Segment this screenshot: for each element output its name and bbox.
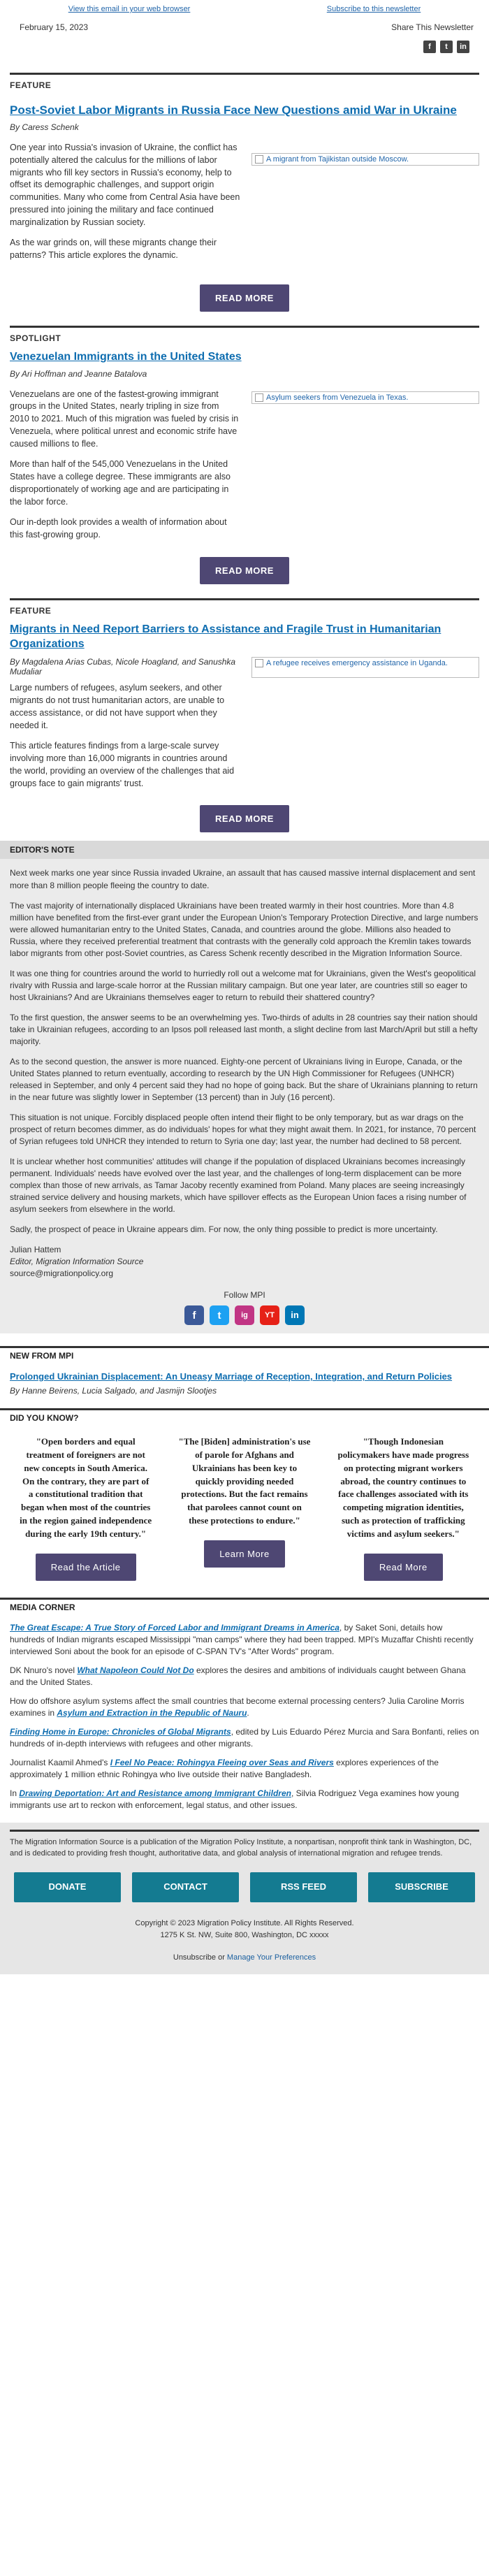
linkedin-share-icon[interactable]: in (457, 41, 469, 53)
editor-paragraph: To the first question, the answer seems to be an overwhelming yes. Two-thirds of adults in 28 countries say their nation should take in Ukrainian refugees, according to an Ipsos poll released last month, a slight decline from last March/April but still a hefty majority. (10, 1012, 478, 1046)
read-more-button[interactable]: Read More (364, 1554, 443, 1581)
media-item-text: How do offshore asylum systems affect the small countries that become external processing centers? Julia Caroline Morris examines in (10, 1695, 465, 1718)
article-paragraph: This article features findings from a large-scale survey involving more than 16,000 migrants in countries around the world, providing an overview of the challenges that aid groups face to gain migrants' trust. (10, 741, 235, 788)
editor-title: Editor, Migration Information Source (10, 1257, 144, 1267)
article-paragraph: One year into Russia's invasion of Ukraine, the conflict has potentially altered the calculus for the millions of labor migrants who fill key sectors in Russia's economy, help to offset its demographic challenges, and support origin communities. Many who come from Central Asia have been pressured into joining the military and face continued marginalization by Russian society. (10, 143, 240, 227)
image-alt-text: A migrant from Tajikistan outside Moscow. (266, 155, 409, 164)
media-item-text: , by Saket Soni, details how hundreds of Indian migrants escaped Mississippi "man camps" where they had been trapped. MPI's Muzaffar Chishti recently interviewed Soni about the book for an episode of C-SPAN TV's "After Words" program. (10, 1622, 474, 1656)
editors-note-body (0, 859, 489, 1333)
editor-paragraph: As to the second question, the answer is more nuanced. Eighty-one percent of Ukrainians living in Europe, Canada, or the United States planned to return eventually, according to research by the UN High Commissioner for Refugees (UNHCR) released in September, and only 4 percent said they had no hope of going back. But the share of Ukrainians planning to return in the near future was slightly lower in September (13 percent) than in July (16 percent). (10, 1056, 478, 1102)
footer (0, 1823, 489, 1974)
instagram-icon[interactable]: ig (235, 1305, 254, 1325)
book-title-link[interactable]: Drawing Deportation: Art and Resistance among Immigrant Children (19, 1788, 291, 1799)
copyright-text: Copyright © 2023 Migration Policy Institute. All Rights Reserved. (135, 1918, 354, 1927)
did-you-know-header: DID YOU KNOW? (0, 1408, 489, 1423)
byline: By Hanne Beirens, Lucia Salgado, and Jasmijn Slootjes (10, 1385, 217, 1396)
quote-text: "The [Biden] administration's use of parole for Afghans and Ukrainians has been key to quickly providing needed protections. But the fact remains that parolees cannot count on these protections to endure." (178, 1435, 311, 1526)
new-from-mpi (0, 1361, 489, 1396)
unsubscribe-row (10, 1952, 479, 1964)
article-paragraph: Our in-depth look provides a wealth of information about this fast-growing group. (10, 517, 227, 540)
image-alt-text: A refugee receives emergency assistance in Uganda. (266, 659, 448, 668)
quote-card (328, 1435, 479, 1581)
article-title-link[interactable]: Post-Soviet Labor Migrants in Russia Face New Questions amid War in Ukraine (10, 103, 457, 117)
manage-preferences-link[interactable]: Manage Your Preferences (226, 1953, 316, 1962)
media-item-text: , Silvia Rodriguez Vega examines how young immigrants use art to reckon with enforcement, legal status, and other issues. (10, 1788, 460, 1811)
top-links-bar (0, 0, 489, 18)
book-title-link[interactable]: I Feel No Peace: Rohingya Fleeing over Seas and Rivers (110, 1758, 334, 1767)
subscribe-link[interactable]: Subscribe to this newsletter (326, 5, 421, 13)
issue-date: February 15, 2023 (20, 22, 89, 32)
article-title-link[interactable]: Migrants in Need Report Barriers to Assistance and Fragile Trust in Humanitarian Organizations (10, 623, 441, 650)
editor-paragraph: It was one thing for countries around the world to hurriedly roll out a welcome mat for Ukrainians, given the West's geopolitical rivalry with Russia and large-scale horror at the Russian military campaign. But one year later, are countries still so eager to host Ukrainians? And are Ukrainians themselves eager to return to rebuild their shattered country? (10, 968, 476, 1002)
byline: By Caress Schenk (10, 122, 79, 133)
media-item-text: In (10, 1788, 20, 1799)
book-title-link[interactable]: What Napoleon Could Not Do (77, 1665, 194, 1675)
media-item-text: . (247, 1707, 249, 1718)
article-image[interactable] (251, 657, 479, 678)
editor-paragraph: Sadly, the prospect of peace in Ukraine appears dim. For now, the only thing possible to predict is more uncertainty. (10, 1224, 438, 1235)
feature-article-2 (0, 623, 489, 833)
article-image[interactable] (251, 153, 479, 166)
editors-note-header: EDITOR'S NOTE (0, 841, 489, 859)
media-corner-header: MEDIA CORNER (0, 1598, 489, 1612)
quote-card (168, 1435, 320, 1581)
editor-signature: Julian Hattem (10, 1245, 61, 1255)
quote-text: "Though Indonesian policymakers have made progress on protecting migrant workers abroad, the country continues to face challenges associated with its competing migration identities, such as protection of trafficking victims and asylum seekers." (337, 1435, 469, 1539)
read-more-button[interactable]: READ MORE (200, 284, 289, 312)
section-tag-feature: FEATURE (10, 605, 52, 616)
share-icons (423, 41, 469, 53)
byline: By Ari Hoffman and Jeanne Batalova (10, 368, 147, 379)
article-paragraph: As the war grinds on, will these migrants change their patterns? This article explores the dynamic. (10, 238, 217, 261)
unsubscribe-link[interactable]: Unsubscribe (173, 1953, 217, 1962)
quotes-row (0, 1435, 489, 1581)
editor-paragraph: The vast majority of internationally displaced Ukrainians have been treated warmly in their host countries. More than 4.8 million have benefited from the first-ever grant under the European Union's Temporary Protection Directive, and large numbers were allowed humanitarian entry to the United States, Canada, and countries around the globe. Millions also headed to Russia, where they received preferential treatment that contrasts with the generally cold approach the Kremlin takes towards labor migrants from other post-Soviet countries, as Caress Schenk recently described in the Migration Information Source. (10, 900, 479, 958)
divider (10, 598, 479, 600)
twitter-icon[interactable]: t (210, 1305, 229, 1325)
footer-about: The Migration Information Source is a publication of the Migration Policy Institute, a nonpartisan, nonprofit think tank in Washington, DC, and is dedicated to providing fresh thought, authoritative data, and global analysis of international migration and refugee trends. (10, 1830, 479, 1860)
article-paragraph: Venezuelans are one of the fastest-growing immigrant groups in the United States, nearly tripling in size from 2010 to 2021. Much of this migration was fueled by crisis in Venezuela, where political unrest and economic strife have caused millions to flee. (10, 389, 239, 449)
read-article-button[interactable]: Read the Article (36, 1554, 136, 1581)
article-paragraph: Large numbers of refugees, asylum seekers, and other migrants do not trust humanitarian actors, are unable to access assistance, or did not have support when they needed it. (10, 683, 225, 730)
or-text: or (216, 1953, 227, 1962)
media-item-text: , edited by Luis Eduardo Pérez Murcia and Sara Bonfanti, relies on hundreds of in-depth interviews with refugees and other migrants. (10, 1726, 479, 1749)
subscribe-button[interactable]: SUBSCRIBE (368, 1872, 475, 1902)
follow-mpi (10, 1289, 479, 1325)
read-more-button[interactable]: READ MORE (200, 557, 289, 584)
spotlight-article (0, 350, 489, 584)
publication-title-link[interactable]: Prolonged Ukrainian Displacement: An Uneasy Marriage of Reception, Integration, and Return Policies (10, 1371, 453, 1382)
image-alt-text: Asylum seekers from Venezuela in Texas. (266, 393, 409, 402)
broken-image-icon (255, 393, 263, 402)
media-item-text: explores experiences of the approximately 1 million ethnic Rohingya who live outside their native Bangladesh. (10, 1758, 439, 1780)
media-item-text: DK Nnuro's novel (10, 1665, 78, 1675)
book-title-link[interactable]: Asylum and Extraction in the Republic of Nauru (57, 1707, 247, 1718)
editor-paragraph: It is unclear whether host communities' attitudes will change if the population of displaced Ukrainians becomes increasingly permanent. Individuals' needs have evolved over the last year, and the challenges of long-term displacement can be more complex than those of new arrivals, as Tamar Jacoby recently examined from Poland. Many places are seeing increasingly strained service delivery and housing markets, which have spillover effects as the European Union faces a rising number of asylum seekers from elsewhere in the world. (10, 1157, 467, 1215)
copyright-block (10, 1918, 479, 1964)
media-item (10, 1726, 479, 1750)
section-tag-feature: FEATURE (10, 80, 52, 90)
feature-article-1 (0, 103, 489, 312)
section-tag-spotlight: SPOTLIGHT (10, 333, 61, 343)
learn-more-button[interactable]: Learn More (204, 1540, 284, 1568)
article-image[interactable] (251, 391, 479, 404)
divider (10, 326, 479, 328)
media-item (10, 1695, 479, 1719)
facebook-share-icon[interactable]: f (423, 41, 436, 53)
donate-button[interactable]: DONATE (14, 1872, 121, 1902)
footer-buttons (10, 1872, 479, 1902)
youtube-icon[interactable]: YT (260, 1305, 279, 1325)
quote-card (10, 1435, 161, 1581)
byline: By Magdalena Arias Cubas, Nicole Hoagland, and Sanushka Mudaliar (10, 657, 236, 677)
media-item (10, 1665, 479, 1688)
article-paragraph: More than half of the 545,000 Venezuelans in the United States have a college degree. These immigrants are also disproportionately of working age and are participating in the labor force. (10, 459, 231, 507)
date-share-bar (0, 18, 489, 73)
twitter-share-icon[interactable]: t (440, 41, 453, 53)
address-text: 1275 K St. NW, Suite 800, Washington, DC xxxxx (160, 1931, 329, 1940)
quote-text: "Open borders and equal treatment of foreigners are not new concepts in South America. On the contrary, they are part of a constitutional tradition that began when most of the countries in the region gained independence during the early 19th century." (20, 1435, 152, 1539)
contact-button[interactable]: CONTACT (132, 1872, 239, 1902)
media-item-text: explores the desires and ambitions of individuals caught between Ghana and the United States. (10, 1665, 466, 1687)
article-title-link[interactable]: Venezuelan Immigrants in the United States (10, 350, 242, 363)
divider (10, 73, 479, 75)
broken-image-icon (255, 659, 263, 667)
facebook-icon[interactable]: f (184, 1305, 204, 1325)
media-item (10, 1622, 479, 1658)
editor-paragraph: This situation is not unique. Forcibly displaced people often intend their flight to be only temporary, but as war drags on the prospect of return becomes dimmer, as do individuals' hopes for what they might await them. In 2021, for instance, 70 percent of Syrian refugees told UNHCR they intended to return to Syria one day; last year, the number had declined to 58 percent. (10, 1113, 476, 1147)
linkedin-icon[interactable]: in (285, 1305, 305, 1325)
editor-email[interactable]: source@migrationpolicy.org (10, 1268, 114, 1279)
new-from-mpi-header: NEW FROM MPI (0, 1346, 489, 1361)
book-title-link[interactable]: The Great Escape: A True Story of Forced Labor and Immigrant Dreams in America (10, 1622, 340, 1633)
book-title-link[interactable]: Finding Home in Europe: Chronicles of Global Migrants (10, 1726, 231, 1737)
share-label: Share This Newsletter (391, 22, 474, 32)
media-item-text: Journalist Kaamil Ahmed's (10, 1758, 110, 1767)
follow-label: Follow MPI (224, 1290, 265, 1301)
broken-image-icon (255, 155, 263, 164)
view-in-browser-link[interactable]: View this email in your web browser (68, 5, 191, 13)
rss-feed-button[interactable]: RSS FEED (250, 1872, 357, 1902)
editor-paragraph: Next week marks one year since Russia invaded Ukraine, an assault that has caused massive internal displacement and sent more than 8 million people fleeing the country to date. (10, 868, 476, 890)
media-corner (0, 1612, 489, 1823)
media-item (10, 1788, 479, 1811)
read-more-button[interactable]: READ MORE (200, 805, 289, 832)
media-item (10, 1757, 479, 1781)
